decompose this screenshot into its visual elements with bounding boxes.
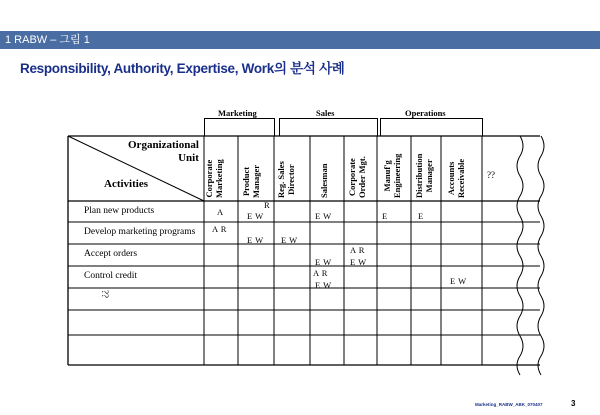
- row-label-plan-new-products: Plan new products: [84, 206, 155, 216]
- activities-label: Activities: [104, 178, 148, 190]
- cell-code: E W: [247, 235, 264, 245]
- cell-code: E: [418, 211, 424, 221]
- row-label-accept-orders: Accept orders: [84, 249, 138, 259]
- col-salesman: Salesman: [319, 163, 329, 198]
- col-corporate-order-mgt: Corporate Order Mgt.: [347, 156, 367, 198]
- cell-code: A: [217, 207, 224, 217]
- cell-code: E W: [281, 235, 298, 245]
- cell-code: E: [382, 211, 388, 221]
- col-reg-sales-director: Reg. Sales Director: [276, 161, 296, 198]
- org-unit-label: Organizational Unit: [128, 139, 199, 164]
- cell-code: E W: [350, 257, 367, 267]
- cell-code: E W: [315, 280, 332, 290]
- top-bar-text: 1 RABW – 그림 1: [5, 34, 90, 46]
- col-distribution-manager: Distribution Manager: [414, 153, 434, 198]
- col-corporate-marketing: Corporate Marketing: [204, 159, 224, 198]
- col-accounts-receivable: Accounts Receivable: [446, 158, 466, 198]
- page-number: 3: [571, 399, 576, 408]
- footer-text: Marketing_RABW_ABK_070407: [475, 402, 543, 407]
- cell-code: E W: [247, 211, 264, 221]
- row-label-control-credit: Control credit: [84, 271, 138, 281]
- row-label-unknown: ??: [100, 290, 110, 298]
- cell-code: E W: [315, 211, 332, 221]
- cell-code: A R: [313, 268, 328, 278]
- cell-code: A R: [212, 224, 227, 234]
- group-sales: Sales: [316, 108, 335, 118]
- col-unknown: ??: [487, 170, 495, 180]
- col-product-manager: Product Manager: [241, 164, 261, 198]
- col-manufg-engineering: Manuf'g Engineering: [382, 153, 402, 198]
- group-marketing: Marketing: [218, 108, 257, 118]
- cell-code: A R: [350, 245, 365, 255]
- page-title: Responsibility, Authority, Expertise, Work의 분석 사례: [20, 61, 345, 76]
- cell-code: E W: [315, 257, 332, 267]
- cell-code: R: [264, 200, 271, 210]
- cell-code: E W: [450, 276, 467, 286]
- row-label-develop-marketing: Develop marketing programs: [84, 227, 196, 237]
- group-operations: Operations: [405, 108, 446, 118]
